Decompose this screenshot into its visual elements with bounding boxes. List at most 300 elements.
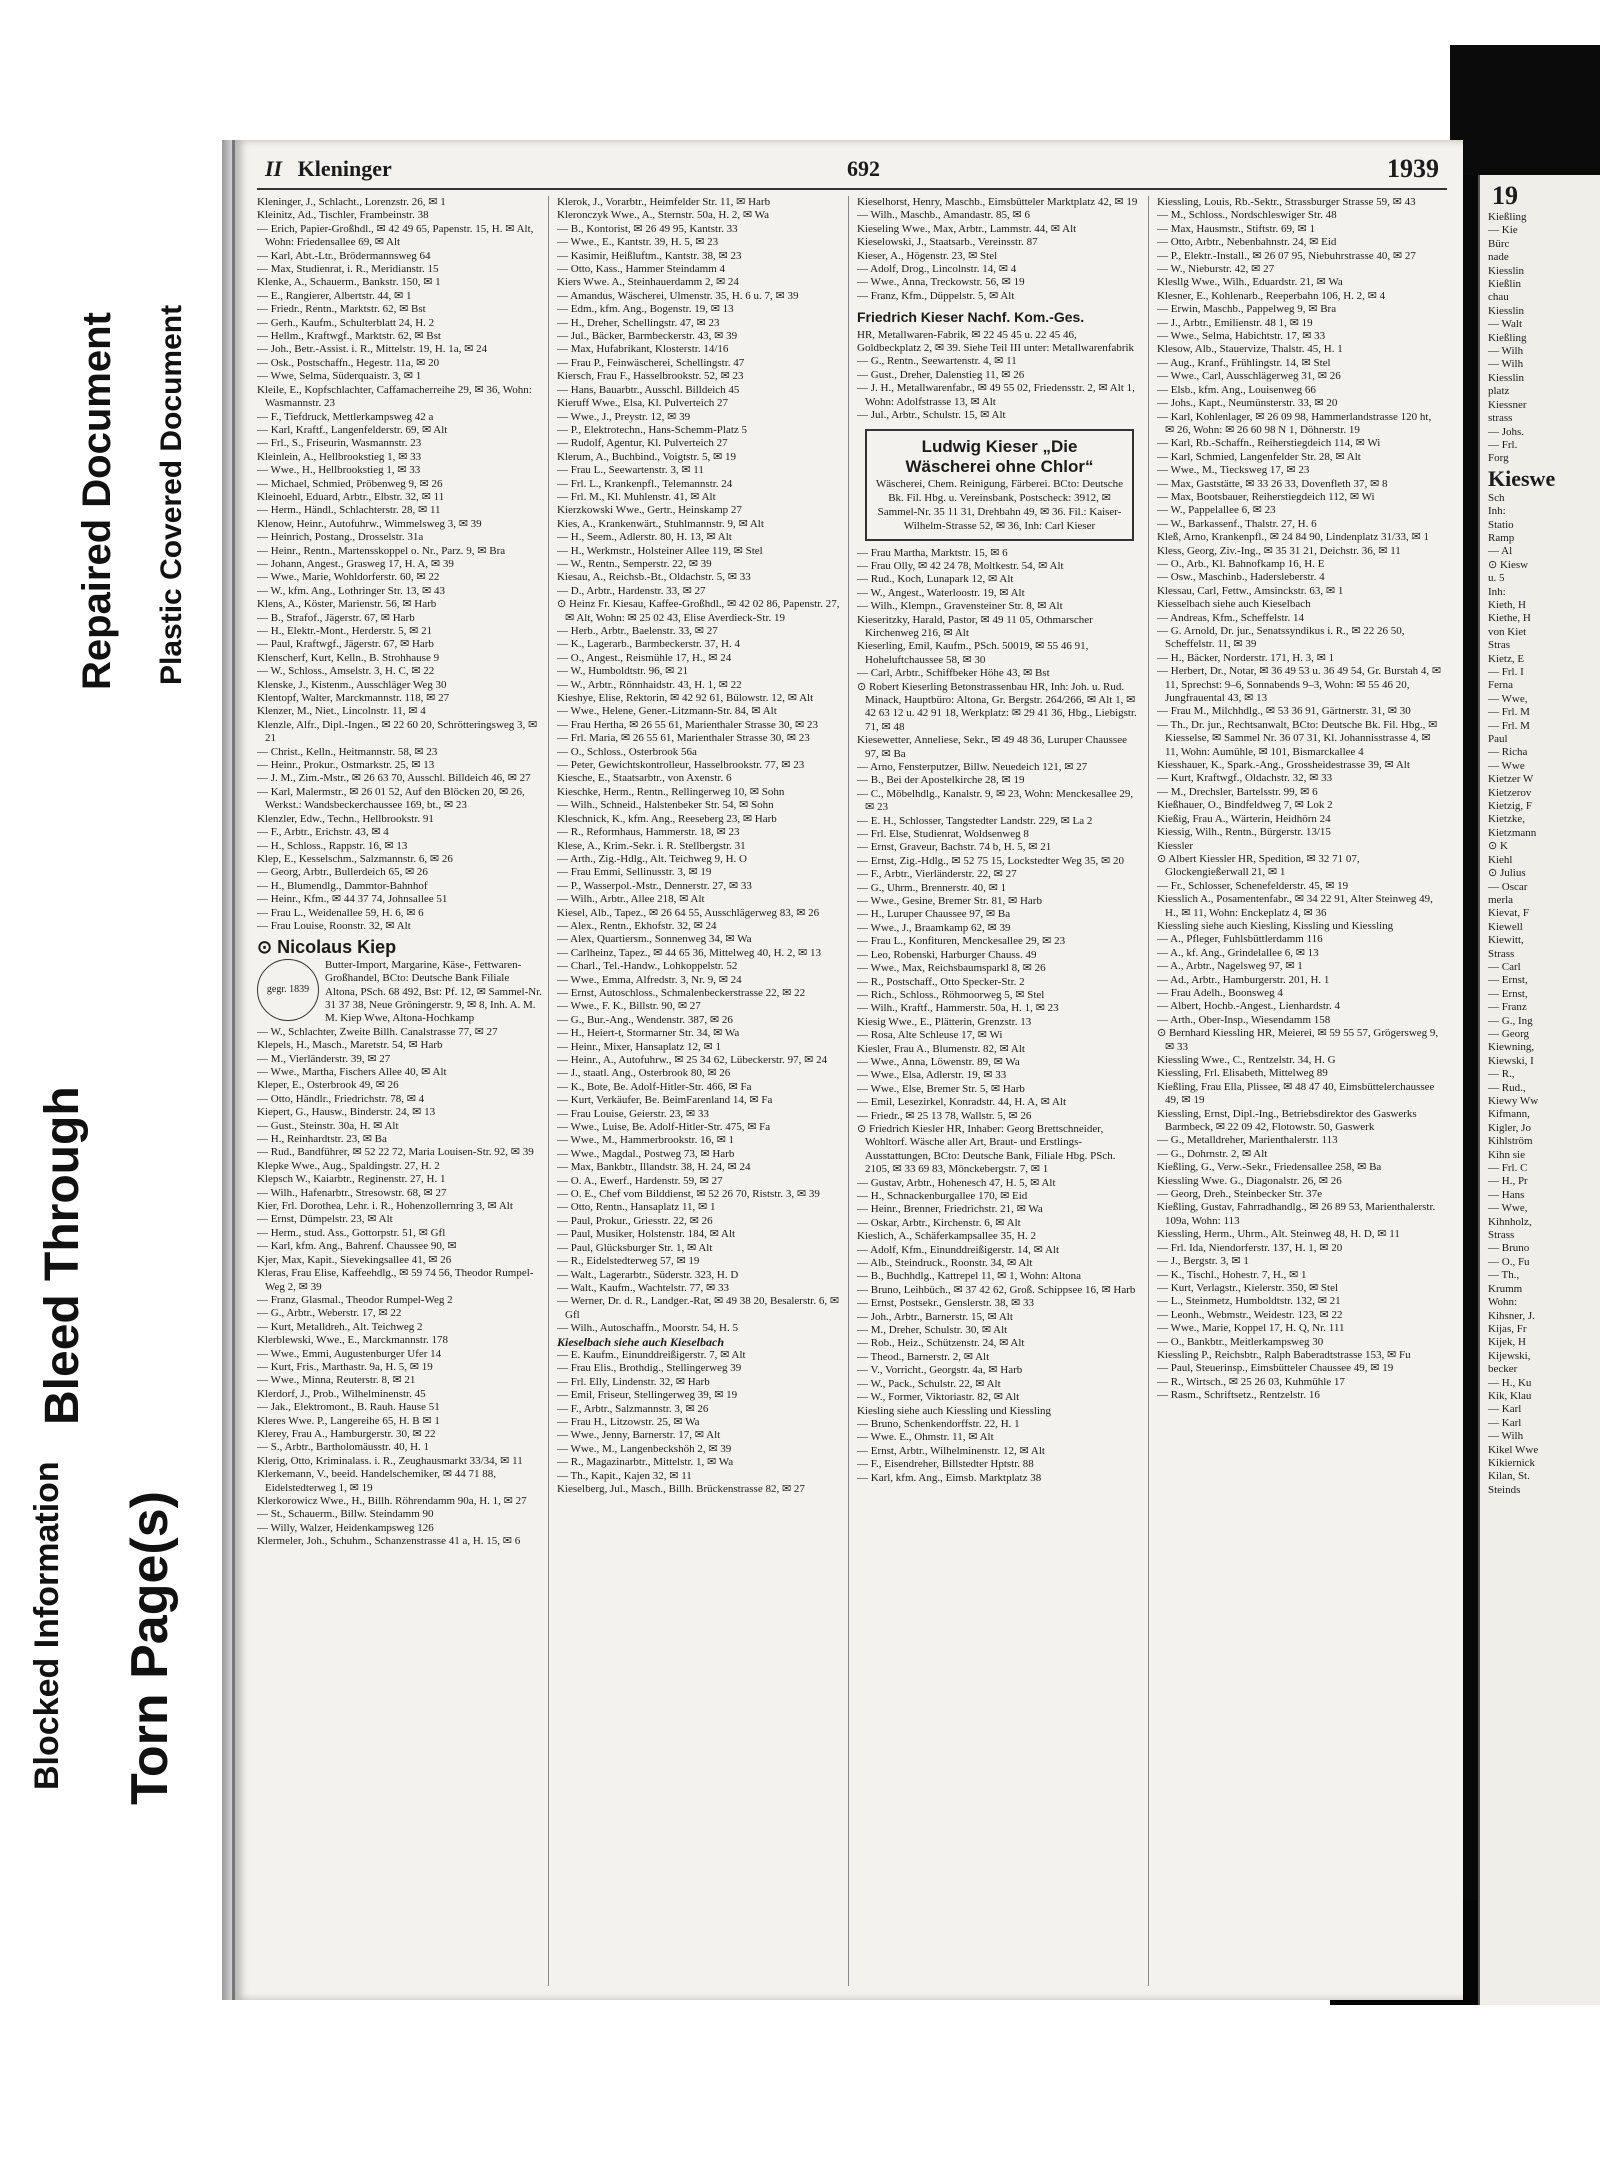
directory-entry: — Frl. Ida, Niendorferstr. 137, H. 1, ✉ 20 bbox=[1157, 1241, 1343, 1254]
adjacent-entry: Kihsner, J. bbox=[1488, 1309, 1535, 1322]
directory-entry: — Wilh., Kraftf., Hammerstr. 50a, H. 1, ✉ 23 bbox=[857, 1002, 1059, 1015]
directory-entry: — F., Arbtr., Salzmannstr. 3, ✉ 26 bbox=[557, 1402, 709, 1415]
directory-entry: — Rob., Heiz., Schützenstr. 24, ✉ Alt bbox=[857, 1337, 1025, 1350]
ad-nicolaus-kiep-text: Butter-Import, Margarine, Käse-, Fettwaren-Großhandel, BCto: Deutsche Bank Filiale Altona, PSch. 68 492, Bst: Pf. 12, ✉ Sammel-Nr. 31 37 38, Neue Gröningerstr. 9, ✉ 8, Inh. A. M. M. Kiep Wwe, Altona-Hochkamp bbox=[325, 958, 542, 1025]
label-plastic-covered: Plastic Covered Document bbox=[155, 304, 188, 685]
adjacent-entry: Kifmann, bbox=[1488, 1108, 1530, 1121]
directory-entry: Klenske, J., Kistenm., Ausschläger Weg 30 bbox=[257, 678, 447, 691]
column-1-entries bbox=[257, 196, 542, 933]
directory-entry: — Osk., Postschaffn., Hegestr. 11a, ✉ 20 bbox=[257, 356, 440, 369]
directory-entry: — Wwe., Anna, Löwenstr. 89, ✉ Wa bbox=[857, 1055, 1020, 1068]
directory-entry: — Karl, Rb.-Schaffn., Reiherstiegdeich 114, ✉ Wi bbox=[1157, 437, 1381, 450]
directory-entry: Kiesslich A., Posamentenfabr., ✉ 34 22 91, Alter Steinweg 49, H., ✉ 11, Wohn: Enckeplatz 4, ✉ 36 bbox=[1157, 893, 1433, 919]
directory-entry: Kleß, Arno, Krankenpfl., ✉ 24 84 90, Lindenplatz 31/33, ✉ 1 bbox=[1157, 531, 1429, 544]
directory-entry: — F., Arbtr., Vierländerstr. 22, ✉ 27 bbox=[857, 868, 1017, 881]
directory-entry: Kiessling siehe auch Kiesling, Kissling und Kiessling bbox=[1157, 919, 1394, 932]
directory-entry: Kiers Wwe. A., Steinhauerdamm 2, ✉ 24 bbox=[557, 276, 739, 289]
directory-entry: Kieschke, Herm., Rentn., Rellingerweg 10, ✉ Sohn bbox=[557, 785, 785, 798]
directory-entry: — Wwe. E., Ohmstr. 11, ✉ Alt bbox=[857, 1431, 994, 1444]
directory-entry: — Heinr., Prokur., Ostmarkstr. 25, ✉ 13 bbox=[257, 759, 435, 772]
adjacent-entry: Inh: bbox=[1488, 505, 1506, 518]
directory-entry: — K., Lagerarb., Barmbeckerstr. 37, H. 4 bbox=[557, 638, 740, 651]
directory-entry: ⊙ Heinz Fr. Kiesau, Kaffee-Großhdl., ✉ 42 02 86, Papenstr. 27, ✉ Alt, Wohn: ✉ 25 02 43, Elise Averdieck-Str. 19 bbox=[557, 598, 840, 624]
header-left bbox=[265, 156, 392, 182]
directory-entry: — Wwe., J., Preystr. 12, ✉ 39 bbox=[557, 410, 691, 423]
directory-entry: — W., Schlachter, Zweite Billh. Canalstrasse 77, ✉ 27 bbox=[257, 1025, 498, 1038]
directory-entry: Kießig, Frau A., Wärterin, Heidhörn 24 bbox=[1157, 812, 1331, 825]
directory-entry: — Frau Hertha, ✉ 26 55 61, Marienthaler Strasse 30, ✉ 23 bbox=[557, 718, 818, 731]
column-1-entries-continued bbox=[257, 1026, 542, 1549]
adjacent-page-entries bbox=[1480, 211, 1600, 466]
directory-entry: — Heinr., Kfm., ✉ 44 37 74, Johnsallee 51 bbox=[257, 893, 448, 906]
directory-entry: — V., Vorricht., Georgstr. 4a, ✉ Harb bbox=[857, 1364, 1023, 1377]
directory-entry: — O., Schloss., Osterbrook 56a bbox=[557, 745, 697, 758]
directory-entry: Kleschnick, K., kfm. Ang., Reeseberg 23, ✉ Harb bbox=[557, 812, 777, 825]
adjacent-page-heading: Kieswe bbox=[1488, 465, 1556, 491]
directory-entry: — Frau H., Litzowstr. 25, ✉ Wa bbox=[557, 1415, 700, 1428]
directory-entry: — Paul, Glücksburger Str. 1, ✉ Alt bbox=[557, 1241, 713, 1254]
directory-entry: — H., Reinhardtstr. 23, ✉ Ba bbox=[257, 1133, 387, 1146]
directory-entry: — W., Schloss., Amselstr. 3, H. C, ✉ 22 bbox=[257, 665, 435, 678]
directory-entry: — R., Eidelstedterweg 57, ✉ 19 bbox=[557, 1255, 700, 1268]
directory-entry: — G., Rentn., Seewartenstr. 4, ✉ 11 bbox=[857, 355, 1017, 368]
directory-entry: — Otto, Kass., Hammer Steindamm 4 bbox=[557, 263, 726, 276]
adjacent-entry: Kiewski, I bbox=[1488, 1054, 1534, 1067]
directory-entry: — Rosa, Alte Schleuse 17, ✉ Wi bbox=[857, 1029, 1003, 1042]
directory-entry: Kieserling, Emil, Kaufm., PSch. 50019, ✉ 55 46 91, Hoheluftchaussee 58, ✉ 30 bbox=[857, 640, 1089, 666]
adjacent-entry: — Ernst, bbox=[1488, 974, 1528, 987]
adjacent-entry: Kietzmann bbox=[1488, 826, 1537, 839]
directory-entry: — Peter, Gewichtskontrolleur, Hasselbrookstr. 77, ✉ 23 bbox=[557, 759, 805, 772]
directory-entry: — H., Elektr.-Mont., Herderstr. 5, ✉ 21 bbox=[257, 625, 433, 637]
adjacent-entry: Steinds bbox=[1488, 1483, 1521, 1496]
directory-entry: — W., Pappelallee 6, ✉ 23 bbox=[1157, 504, 1276, 517]
directory-entry: — Elsb., kfm. Ang., Louisenweg 66 bbox=[1157, 383, 1316, 396]
directory-entry: — Alex., Rentn., Ekhofstr. 32, ✉ 24 bbox=[557, 919, 717, 932]
directory-entry: — F., Eisendreher, Billstedter Hptstr. 88 bbox=[857, 1458, 1034, 1471]
directory-entry: — H., Blumendlg., Dammtor-Bahnhof bbox=[257, 879, 428, 892]
directory-entry: — W., Humboldtstr. 96, ✉ 21 bbox=[557, 665, 689, 678]
directory-entry: Kiessling, Frl. Elisabeth, Mittelweg 89 bbox=[1157, 1067, 1328, 1080]
directory-entry: — Max, Bootsbauer, Reiherstiegdeich 112, ✉ Wi bbox=[1157, 490, 1375, 503]
directory-entry: — G., Metalldreher, Marienthalerstr. 113 bbox=[1157, 1134, 1338, 1147]
directory-entry: — Th., Dr. jur., Rechtsanwalt, BCto: Deutsche Bk. Fil. Hbg., ✉ Kiesselse, ✉ Sammel Nr. 36 07 31, Kl. Johannisstrasse 4, ✉ 11, Wohn: Aumühle, ✉ 101, Bismarckallee 4 bbox=[1157, 718, 1438, 758]
directory-entry: — Ernst, Zig.-Hdlg., ✉ 52 75 15, Lockstedter Weg 35, ✉ 20 bbox=[857, 854, 1124, 867]
directory-entry: ⊙ Bernhard Kiessling HR, Meierei, ✉ 59 55 57, Grögersweg 9, ✉ 33 bbox=[1157, 1027, 1439, 1053]
directory-entry: — Heinr., Rentn., Martensskoppel o. Nr., Parz. 9, ✉ Bra bbox=[257, 544, 506, 557]
directory-entry: — Frau Adelh., Boonsweg 4 bbox=[1157, 986, 1283, 999]
adjacent-entry: Kiewell bbox=[1488, 920, 1523, 933]
page-header bbox=[257, 154, 1447, 190]
directory-entry: — Fr., Schlosser, Schenefelderstr. 45, ✉ 19 bbox=[1157, 879, 1349, 892]
directory-entry: — Frau L., Konfituren, Menckesallee 29, ✉ 23 bbox=[857, 935, 1066, 948]
directory-entry: — W., Former, Viktoriastr. 82, ✉ Alt bbox=[857, 1391, 1020, 1404]
directory-entry: — Wwe., Carl, Ausschlägerweg 31, ✉ 26 bbox=[1157, 370, 1341, 383]
adjacent-page-strip bbox=[1478, 175, 1600, 2005]
directory-entry: — R., Postschaff., Otto Specker-Str. 2 bbox=[857, 975, 1025, 988]
directory-entry: Klenzle, Alfr., Dipl.-Ingen., ✉ 22 60 20, Schrötteringsweg 3, ✉ 21 bbox=[257, 718, 538, 745]
adjacent-entry: Kiewning, bbox=[1488, 1041, 1535, 1054]
directory-entry: — Kurt, Fris., Marthastr. 9a, H. 5, ✉ 19 bbox=[257, 1360, 433, 1373]
directory-entry: — Wwe., Anna, Treckowstr. 56, ✉ 19 bbox=[857, 276, 1025, 289]
directory-entry: Kiesler, Frau A., Blumenstr. 82, ✉ Alt bbox=[857, 1042, 1025, 1055]
adjacent-entry: Statio bbox=[1488, 518, 1514, 531]
directory-entry: Klerblewski, Wwe., E., Marckmannstr. 178 bbox=[257, 1334, 449, 1347]
directory-entry: ⊙ Robert Kieserling Betonstrassenbau HR, Inh: Joh. u. Rud. Minack, Hauptbüro: Altona, Gr. Bergstr. 264/266, ✉ Alt 1, ✉ 42 63 12 u. 42 91 18, Werkplatz: ✉ 29 41 36, Hbg., Liebigstr. 71, ✉ 48 bbox=[857, 680, 1137, 733]
label-torn-pages: Torn Page(s) bbox=[121, 1491, 179, 1805]
adjacent-entry: ⊙ Julius bbox=[1488, 867, 1526, 880]
directory-entry: — Jak., Elektromont., B. Rauh. Hause 51 bbox=[257, 1401, 440, 1414]
directory-entry: — G., Bur.-Ang., Wendenstr. 387, ✉ 26 bbox=[557, 1013, 733, 1026]
directory-entry: — Ernst, Graveur, Bachstr. 74 b, H. 5, ✉ 21 bbox=[857, 841, 1052, 854]
directory-entry: — Herm., Händl., Schlachterstr. 28, ✉ 11 bbox=[257, 504, 441, 517]
directory-entry: — Amandus, Wäscherei, Ulmenstr. 35, H. 6 u. 7, ✉ 39 bbox=[557, 289, 799, 302]
label-repaired-document: Repaired Document bbox=[75, 312, 119, 690]
directory-entry: — Franz, Kfm., Düppelstr. 5, ✉ Alt bbox=[857, 289, 1015, 302]
directory-entry: — W., kfm. Ang., Lothringer Str. 13, ✉ 43 bbox=[257, 584, 445, 597]
adjacent-entry: Kilan, St. bbox=[1488, 1470, 1530, 1483]
directory-entry: — Rudolf, Agentur, Kl. Pulverteich 27 bbox=[557, 437, 728, 450]
directory-entry: — Frau Louise, Geierstr. 23, ✉ 33 bbox=[557, 1107, 709, 1120]
adjacent-entry: Paul bbox=[1488, 733, 1508, 746]
directory-entry: — Friedr., ✉ 25 13 78, Wallstr. 5, ✉ 26 bbox=[857, 1109, 1032, 1122]
directory-entry: — Kurt, Verkäufer, Be. BeimFarenland 14, ✉ Fa bbox=[557, 1094, 773, 1107]
directory-entry: — Wwe., Max, Reichsbaumsparkl 8, ✉ 26 bbox=[857, 962, 1046, 975]
directory-entry: — W., Rentn., Semperstr. 22, ✉ 39 bbox=[557, 557, 712, 570]
directory-entry: — Wwe., M., Tiecksweg 17, ✉ 23 bbox=[1157, 464, 1310, 477]
scan-border-top-right bbox=[1450, 45, 1600, 175]
directory-entry: — Ernst, Arbtr., Wilhelminenstr. 12, ✉ Alt bbox=[857, 1444, 1045, 1457]
directory-entry: Kießhauer, O., Bindfeldweg 7, ✉ Lok 2 bbox=[1157, 799, 1333, 812]
directory-entry: — Frl. Elly, Lindenstr. 32, ✉ Harb bbox=[557, 1375, 710, 1388]
directory-entry: Klerig, Otto, Kriminalass. i. R., Zeughausmarkt 33/34, ✉ 11 bbox=[257, 1454, 523, 1467]
directory-entry: — Hellm., Kraftwgf., Marktstr. 62, ✉ Bst bbox=[257, 330, 441, 343]
directory-entry: — St., Schauerm., Billw. Steindamm 90 bbox=[257, 1508, 434, 1521]
directory-entry: Kießling, Frau Ella, Plissee, ✉ 48 47 40, Eimsbüttelerchaussee 49, ✉ 19 bbox=[1157, 1080, 1435, 1107]
directory-entry: — P., Elektrotechn., Hans-Schemm-Platz 5 bbox=[557, 423, 748, 436]
directory-entry: Kleninger, J., Schlacht., Lorenzstr. 26, ✉ 1 bbox=[257, 196, 446, 208]
directory-entry: — Hans, Bauarbtr., Ausschl. Billdeich 45 bbox=[557, 383, 740, 396]
adjacent-entry: Kiehl bbox=[1488, 853, 1513, 866]
directory-entry: Kiesselbach siehe auch Kieselbach bbox=[1157, 598, 1311, 611]
directory-entry: — O., Bankbtr., Meitlerkampsweg 30 bbox=[1157, 1335, 1324, 1348]
directory-entry: — Rud., Bandführer, ✉ 52 22 72, Maria Louisen-Str. 92, ✉ 39 bbox=[257, 1146, 534, 1159]
directory-entry: — Wwe., Marie, Wohldorferstr. 60, ✉ 22 bbox=[257, 571, 440, 584]
directory-entry: — Arno, Fensterputzer, Billw. Neuedeich 121, ✉ 27 bbox=[857, 761, 1088, 773]
directory-entry: — G., Uhrm., Brennerstr. 40, ✉ 1 bbox=[857, 881, 1007, 894]
directory-entry: — H., Heiert-t, Stormarner Str. 34, ✉ Wa bbox=[557, 1027, 740, 1040]
adjacent-entry: — Johs. bbox=[1488, 425, 1525, 438]
directory-entry: — J., staatl. Ang., Osterbrook 80, ✉ 26 bbox=[557, 1067, 731, 1080]
directory-entry: — W., Angest., Waterloostr. 19, ✉ Alt bbox=[857, 586, 1025, 599]
directory-entry: Kiesshauer, K., Spark.-Ang., Grossheidestrasse 39, ✉ Alt bbox=[1157, 759, 1410, 772]
directory-entry: — K., Tischl., Hohestr. 7, H., ✉ 1 bbox=[1157, 1268, 1307, 1281]
directory-entry: Kiessig, Wilh., Rentn., Bürgerstr. 13/15 bbox=[1157, 826, 1331, 839]
directory-entry: — Emil, Lesezirkel, Konradstr. 44, H. A, ✉ Alt bbox=[857, 1096, 1067, 1109]
directory-entry: — Christ., Kelln., Heitmannstr. 58, ✉ 23 bbox=[257, 745, 438, 758]
directory-entry: — Karl, kfm. Ang., Eimsb. Marktplatz 38 bbox=[857, 1471, 1042, 1484]
adjacent-entry: — Carl bbox=[1488, 960, 1521, 973]
directory-entry: — Jul., Bäcker, Barmbeckerstr. 43, ✉ 39 bbox=[557, 330, 738, 343]
directory-entry: — Wwe., Luise, Be. Adolf-Hitler-Str. 475, ✉ Fa bbox=[557, 1121, 771, 1134]
column-4 bbox=[1157, 196, 1442, 1986]
directory-entry: — B., Buchhdlg., Kattrepel 11, ✉ 1, Wohn: Altona bbox=[857, 1270, 1082, 1283]
directory-entry: — Theod., Barnerstr. 2, ✉ Alt bbox=[857, 1350, 990, 1363]
adjacent-entry: — Th., bbox=[1488, 1269, 1520, 1282]
column-2-entries bbox=[557, 196, 842, 1336]
adjacent-entry: Ramp bbox=[1488, 531, 1515, 544]
directory-entry: Kiesche, E., Staatsarbtr., von Axenstr. 6 bbox=[557, 772, 732, 785]
directory-entry: — Wwe., Martha, Fischers Allee 40, ✉ Alt bbox=[257, 1066, 447, 1078]
adjacent-entry: Kietz, E bbox=[1488, 652, 1525, 665]
adjacent-entry: — Frl. M bbox=[1488, 706, 1530, 719]
ad-friedrich-kieser-text: HR, Metallwaren-Fabrik, ✉ 22 45 45 u. 22 45 46, Goldbeckplatz 2, ✉ 39. Siehe Teil III unter: Metallwarenfabrik bbox=[857, 328, 1135, 355]
adjacent-entry: Kikel Wwe bbox=[1488, 1443, 1539, 1456]
directory-entry: — Otto, Arbtr., Nebenbahnstr. 24, ✉ Eid bbox=[1157, 236, 1337, 249]
directory-entry: Klerok, J., Vorarbtr., Heimfelder Str. 11, ✉ Harb bbox=[557, 196, 771, 208]
directory-entry: Kieser, A., Högenstr. 23, ✉ Stel bbox=[857, 249, 998, 262]
directory-entry: — P., Elektr.-Install., ✉ 26 07 95, Niebuhrstrasse 40, ✉ 27 bbox=[1157, 249, 1416, 262]
directory-entry: — H., Schnackenburgallee 170, ✉ Eid bbox=[857, 1190, 1028, 1202]
directory-entry: — O., Arb., Kl. Bahnofkamp 16, H. E bbox=[1157, 557, 1325, 570]
directory-entry: — L., Steinmetz, Humboldtstr. 132, ✉ 21 bbox=[1157, 1295, 1341, 1308]
adjacent-entry: Kießlin bbox=[1488, 278, 1521, 291]
column-2 bbox=[557, 196, 849, 1986]
directory-entry: Kier, Frl. Dorothea, Lehr. i. R., Hohenzollernring 3, ✉ Alt bbox=[257, 1200, 513, 1213]
directory-entry: — Wilh., Klempn., Gravensteiner Str. 8, ✉ Alt bbox=[857, 600, 1063, 613]
directory-entry: — Frl., S., Friseurin, Wasmannstr. 23 bbox=[257, 437, 422, 450]
adjacent-entry: — Walt bbox=[1488, 318, 1523, 331]
directory-entry: — G. Arnold, Dr. jur., Senatssyndikus i. R., ✉ 22 26 50, Scheffelstr. 11, ✉ 39 bbox=[1157, 625, 1405, 651]
directory-entry: — R., Magazinarbtr., Mittelstr. 1, ✉ Wa bbox=[557, 1456, 734, 1469]
directory-entry: — Wwe., Magdal., Postweg 73, ✉ Harb bbox=[557, 1147, 735, 1160]
adjacent-entry: Wohn: bbox=[1488, 1296, 1518, 1309]
adjacent-entry: — Rud., bbox=[1488, 1081, 1526, 1094]
directory-entry: — R., Reformhaus, Hammerstr. 18, ✉ 23 bbox=[557, 826, 740, 839]
adjacent-entry: Kijek, H bbox=[1488, 1336, 1526, 1349]
adjacent-page-entries-continued bbox=[1480, 492, 1600, 1497]
directory-entry: — F., Arbtr., Erichstr. 43, ✉ 4 bbox=[257, 826, 389, 839]
directory-entry: — Frau M., Milchhdlg., ✉ 53 36 91, Gärtnerstr. 31, ✉ 30 bbox=[1157, 705, 1411, 718]
directory-entry: — J., Arbtr., Emilienstr. 48 1, ✉ 19 bbox=[1157, 316, 1313, 329]
directory-entry: — H., Bäcker, Norderstr. 171, H. 3, ✉ 1 bbox=[1157, 651, 1335, 664]
adjacent-entry: Kiesslin bbox=[1488, 304, 1525, 317]
directory-entry: — P., Wasserpol.-Mstr., Dennerstr. 27, ✉ 33 bbox=[557, 879, 752, 892]
directory-entry: Klese, A., Krim.-Sekr. i. R. Stellbergstr. 31 bbox=[557, 839, 746, 852]
directory-entry: — Jul., Arbtr., Schulstr. 15, ✉ Alt bbox=[857, 409, 1006, 422]
directory-entry: Kiessling P., Reichsbtr., Ralph Baberadtstrasse 153, ✉ Fu bbox=[1157, 1348, 1411, 1361]
adjacent-entry: — Karl bbox=[1488, 1403, 1522, 1416]
directory-entry: — Osw., Maschinb., Hadersleberstr. 4 bbox=[1157, 571, 1325, 584]
adjacent-entry: — H., Pr bbox=[1488, 1175, 1528, 1188]
directory-entry: — Walt., Kaufm., Wachtelstr. 77, ✉ 33 bbox=[557, 1281, 730, 1294]
directory-entry: — Heinrich, Postang., Drosselstr. 31a bbox=[257, 531, 424, 544]
directory-entry: — H., Dreher, Schellingstr. 47, ✉ 23 bbox=[557, 316, 720, 329]
directory-entry: — E., Rangierer, Albertstr. 44, ✉ 1 bbox=[257, 289, 412, 302]
directory-entry: — Frl. M., Kl. Muhlenstr. 41, ✉ Alt bbox=[557, 490, 716, 503]
directory-entry: Kieselowski, J., Staatsarb., Vereinsstr. 87 bbox=[857, 236, 1038, 249]
directory-entry: — Leo, Robenski, Harburger Chauss. 49 bbox=[857, 948, 1037, 961]
directory-entry: — Max, Hausmstr., Stiftstr. 69, ✉ 1 bbox=[1157, 222, 1316, 235]
adjacent-entry: Ferna bbox=[1488, 679, 1514, 692]
adjacent-entry: Kiesslin bbox=[1488, 264, 1525, 277]
adjacent-entry: — Karl bbox=[1488, 1416, 1522, 1429]
adjacent-entry: Kietzig, F bbox=[1488, 800, 1532, 813]
directory-entry: — Frl. Maria, ✉ 26 55 61, Marienthaler Strasse 30, ✉ 23 bbox=[557, 732, 810, 745]
directory-entry: Klesllg Wwe., Wilh., Eduardstr. 21, ✉ Wa bbox=[1157, 276, 1343, 289]
directory-entry: — Bruno, Leihbüch., ✉ 37 42 62, Groß. Schippsee 16, ✉ Harb bbox=[857, 1283, 1136, 1296]
directory-entry: — Willy, Walzer, Heidenkampsweg 126 bbox=[257, 1521, 434, 1534]
adjacent-entry: Kijewski, bbox=[1488, 1349, 1531, 1362]
ad-ludwig-kieser-line2: Wäscherei ohne Chlor“ bbox=[905, 456, 1094, 476]
adjacent-entry: merla bbox=[1488, 893, 1514, 906]
directory-entry: — Wwe., J., Braamkamp 62, ✉ 39 bbox=[857, 921, 1011, 934]
adjacent-entry: — Kie bbox=[1488, 224, 1518, 237]
directory-entry: — Karl, kfm. Ang., Bahrenf. Chaussee 90, ✉ bbox=[257, 1240, 457, 1253]
directory-entry: — Wwe., Minna, Reuterstr. 8, ✉ 21 bbox=[257, 1374, 416, 1387]
directory-entry: — Arth., Zig.-Hdlg., Alt. Teichweg 9, H. O bbox=[557, 852, 747, 865]
directory-entry: — Friedr., Rentn., Marktstr. 62, ✉ Bst bbox=[257, 303, 426, 316]
directory-entry: — Wwe., E., Kantstr. 39, H. 5, ✉ 23 bbox=[557, 236, 719, 249]
ad-ludwig-kieser bbox=[865, 429, 1134, 541]
header-name: Kleninger bbox=[297, 156, 392, 181]
header-year: 1939 bbox=[1387, 154, 1439, 183]
directory-entry: — Wwe, Selma, Süderquaistr. 3, ✉ 1 bbox=[257, 370, 422, 383]
adjacent-entry: Kiesslin bbox=[1488, 371, 1525, 384]
directory-entry: Klenzer, M., Niet., Lincolnstr. 11, ✉ 4 bbox=[257, 705, 426, 718]
directory-entry: Kieruff Wwe., Elsa, Kl. Pulverteich 27 bbox=[557, 397, 728, 410]
directory-entry: — M., Vierländerstr. 39, ✉ 27 bbox=[257, 1052, 391, 1065]
adjacent-entry: chau bbox=[1488, 291, 1509, 304]
adjacent-entry: ⊙ K bbox=[1488, 840, 1508, 853]
directory-entry: — A., Pfleger, Fuhlsbüttlerdamm 116 bbox=[1157, 933, 1323, 946]
directory-entry: — Frl. L., Krankenpfl., Telemannstr. 24 bbox=[557, 477, 733, 490]
directory-entry: — Karl, Malermstr., ✉ 26 01 52, Auf den Blöcken 20, ✉ 26, Werkst.: Wandsbeckerchaussee 169, bt., ✉ 23 bbox=[257, 785, 525, 812]
column-3-entries bbox=[857, 196, 1142, 303]
directory-entry: — Wwe., Helene, Gener.-Litzmann-Str. 84, ✉ Alt bbox=[557, 705, 777, 718]
ad-ludwig-kieser-text: Wäscherei, Chem. Reinigung, Färberei. BCto: Deutsche Bk. Fil. Hbg. u. Vereinsbank, Postscheck: 3912, ✉ Sammel-Nr. 35 11 31, Drehbahn 49, ✉ 36. Fil.: Kaiser-Wilhelm-Strasse 52, ✉ 36, Inh: Carl Kieser bbox=[875, 477, 1124, 532]
directory-entry: — E. H., Schlosser, Tangstedter Landstr. 229, ✉ La 2 bbox=[857, 814, 1093, 827]
directory-entry: — Joh., Betr.-Assist. i. R., Mittelstr. 19, H. 1a, ✉ 24 bbox=[257, 343, 488, 356]
directory-entry: Klepke Wwe., Aug., Spaldingstr. 27, H. 2 bbox=[257, 1159, 440, 1172]
directory-entry: Klens, A., Köster, Marienstr. 56, ✉ Harb bbox=[257, 598, 437, 611]
directory-entry: — Oskar, Arbtr., Kirchenstr. 6, ✉ Alt bbox=[857, 1216, 1021, 1229]
directory-entry: — Ernst, Autoschloss., Schmalenbeckerstrasse 22, ✉ 22 bbox=[557, 986, 806, 999]
directory-entry: — Wwe., Gesine, Bremer Str. 81, ✉ Harb bbox=[857, 895, 1042, 908]
adjacent-page-header: 19 bbox=[1492, 181, 1518, 210]
directory-entry: — W., Nieburstr. 42, ✉ 27 bbox=[1157, 263, 1275, 276]
adjacent-entry: Kievat, F bbox=[1488, 907, 1529, 920]
directory-entry: — D., Arbtr., Hardenstr. 33, ✉ 27 bbox=[557, 584, 706, 597]
directory-entry: — Alb., Steindruck., Roonstr. 34, ✉ Alt bbox=[857, 1257, 1033, 1270]
adjacent-entry: — Hans bbox=[1488, 1188, 1525, 1201]
directory-entry: Kiepert, G., Hausw., Binderstr. 24, ✉ 13 bbox=[257, 1106, 436, 1119]
directory-entry: — Wwe., Jenny, Barnerstr. 17, ✉ Alt bbox=[557, 1429, 721, 1442]
adjacent-entry: Kießling bbox=[1488, 211, 1527, 223]
column-3-entries-2 bbox=[857, 355, 1142, 422]
directory-entry: Kleres Wwe. P., Langereihe 65, H. B ✉ 1 bbox=[257, 1414, 440, 1427]
directory-entry: — Charl., Tel.-Handw., Lohkoppelstr. 52 bbox=[557, 960, 738, 973]
directory-entry: Kieseritzky, Harald, Pastor, ✉ 49 11 05, Othmarscher Kirchenweg 216, ✉ Alt bbox=[857, 613, 1093, 639]
directory-entry: — F., Tiefdruck, Mettlerkampsweg 42 a bbox=[257, 410, 434, 423]
directory-entry: — Albert, Hochb.-Angest., Lienhardstr. 4 bbox=[1157, 1000, 1340, 1013]
adjacent-entry: Stras bbox=[1488, 639, 1510, 652]
directory-entry: Kless, Georg, Ziv.-Ing., ✉ 35 31 21, Deichstr. 36, ✉ 11 bbox=[1157, 544, 1401, 557]
directory-entry: — Herbert, Dr., Notar, ✉ 36 49 53 u. 36 49 54, Gr. Burstah 4, ✉ 11, Sprechst: 9–6, Sonnabends 9–3, Wohn: ✉ 55 46 20, Jungfrauental 43, ✉ 13 bbox=[1157, 665, 1442, 705]
directory-entry: — Andreas, Kfm., Scheffelstr. 14 bbox=[1157, 611, 1305, 624]
adjacent-entry: Kiessner bbox=[1488, 398, 1527, 411]
adjacent-entry: Sch bbox=[1488, 491, 1505, 504]
directory-entry: — Max, Bankbtr., Illandstr. 38, H. 24, ✉ 24 bbox=[557, 1161, 751, 1174]
directory-entry: — Aug., Kranf., Frühlingstr. 14, ✉ Stel bbox=[1157, 356, 1331, 369]
adjacent-entry: ⊙ Kiesw bbox=[1488, 558, 1529, 571]
directory-entry: — B., Bei der Apostelkirche 28, ✉ 19 bbox=[857, 774, 1025, 787]
adjacent-entry: — Frl. C bbox=[1488, 1162, 1528, 1175]
directory-entry: — H., Luruper Chaussee 97, ✉ Ba bbox=[857, 908, 1011, 921]
directory-entry: — Paul, Prokur., Griesstr. 22, ✉ 26 bbox=[557, 1214, 713, 1227]
directory-entry: Kiersch, Frau F., Hasselbrookstr. 52, ✉ 23 bbox=[557, 370, 744, 383]
directory-entry: — Rud., Koch, Lunapark 12, ✉ Alt bbox=[857, 573, 1014, 586]
directory-entry: — M., Dreher, Schulstr. 30, ✉ Alt bbox=[857, 1324, 1008, 1337]
directory-entry: — Wilh., Schneid., Halstenbeker Str. 54, ✉ Sohn bbox=[557, 799, 774, 812]
adjacent-entry: Kießling bbox=[1488, 331, 1527, 344]
adjacent-entry: — Georg bbox=[1488, 1027, 1530, 1040]
directory-entry: — Karl, Schmied, Langenfelder Str. 28, ✉ Alt bbox=[1157, 450, 1361, 463]
wreath-emblem-icon: gegr. 1839 bbox=[257, 959, 319, 1021]
adjacent-entry: — Wilh bbox=[1488, 358, 1524, 371]
adjacent-entry: Kiewy Ww bbox=[1488, 1095, 1539, 1107]
directory-entry: — A., kf. Ang., Grindelallee 6, ✉ 13 bbox=[1157, 946, 1319, 959]
adjacent-entry: Kijas, Fr bbox=[1488, 1322, 1527, 1335]
directory-entry: Klessau, Carl, Fettw., Amsinckstr. 63, ✉ 1 bbox=[1157, 584, 1344, 597]
adjacent-entry: — Richa bbox=[1488, 746, 1528, 759]
directory-entry: — Johs., Kapt., Neumünsterstr. 33, ✉ 20 bbox=[1157, 397, 1338, 410]
directory-entry: — Franz, Glasmal., Theodor Rumpel-Weg 2 bbox=[257, 1293, 453, 1306]
adjacent-entry: — G., Ing bbox=[1488, 1014, 1533, 1027]
directory-entry: — Wwe., F. K., Billstr. 90, ✉ 27 bbox=[557, 1000, 701, 1013]
adjacent-entry: — Wilh bbox=[1488, 345, 1524, 358]
directory-entry: — Wwe., M., Langenbeckshöh 2, ✉ 39 bbox=[557, 1442, 732, 1455]
directory-entry: — Frau P., Feinwäscherei, Schellingstr. 47 bbox=[557, 356, 745, 369]
adjacent-entry: — Bruno bbox=[1488, 1242, 1530, 1255]
directory-entry: — Frau Martha, Marktstr. 15, ✉ 6 bbox=[857, 546, 1008, 559]
directory-entry: Kiessling, Ernst, Dipl.-Ing., Betriebsdirektor des Gaswerks Barmbeck, ✉ 22 09 42, Flotowstr. 50, Gaswerk bbox=[1157, 1107, 1417, 1134]
directory-entry: Klepsch W., Kaiarbtr., Reginenstr. 27, H. 1 bbox=[257, 1173, 446, 1186]
adjacent-entry: — H., Ku bbox=[1488, 1376, 1532, 1389]
directory-entry: — Frau L., Weidenallee 59, H. 6, ✉ 6 bbox=[257, 906, 424, 919]
directory-entry: — Bruno, Schenkendorffstr. 22, H. 1 bbox=[857, 1417, 1020, 1430]
directory-entry: — Frl. Else, Studienrat, Woldsenweg 8 bbox=[857, 828, 1029, 841]
directory-entry: Kiessling, Louis, Rb.-Sektr., Strassburger Strasse 59, ✉ 43 bbox=[1157, 196, 1416, 208]
directory-entry: — Edm., kfm. Ang., Bogenstr. 19, ✉ 13 bbox=[557, 303, 734, 316]
directory-entry: Klesner, E., Kohlenarb., Reeperbahn 106, H. 2, ✉ 4 bbox=[1157, 289, 1386, 302]
directory-entry: Klermeler, Joh., Schuhm., Schanzenstrasse 41 a, H. 15, ✉ 6 bbox=[257, 1535, 521, 1548]
label-blocked-information: Blocked Information bbox=[28, 1461, 66, 1790]
directory-entry: — Emil, Friseur, Stellingerweg 39, ✉ 19 bbox=[557, 1389, 738, 1402]
adjacent-entry: Kiewitt, bbox=[1488, 934, 1524, 947]
adjacent-entry: Kietzerov bbox=[1488, 786, 1532, 799]
directory-entry: — Wwe., Emmi, Augustenburger Ufer 14 bbox=[257, 1347, 442, 1360]
directory-entry: — S., Arbtr., Bartholomäusstr. 40, H. 1 bbox=[257, 1441, 430, 1454]
directory-entry: — Rasm., Schriftsetz., Rentzelstr. 16 bbox=[1157, 1389, 1320, 1402]
directory-entry: — W., Pack., Schulstr. 22, ✉ Alt bbox=[857, 1377, 1001, 1390]
section-numeral: II bbox=[265, 156, 283, 181]
adjacent-entry: Kihnholz, bbox=[1488, 1215, 1532, 1228]
directory-entry: — Leonh., Webmstr., Weidestr. 123, ✉ 22 bbox=[1157, 1308, 1343, 1321]
directory-entry: Kleile, E., Kopfschlachter, Caffamacherreihe 29, ✉ 36, Wohn: Wasmannstr. 23 bbox=[257, 383, 532, 410]
directory-entry: — Otto, Händlr., Friedrichstr. 78, ✉ 4 bbox=[257, 1092, 425, 1105]
adjacent-entry: Kihn sie bbox=[1488, 1148, 1525, 1161]
